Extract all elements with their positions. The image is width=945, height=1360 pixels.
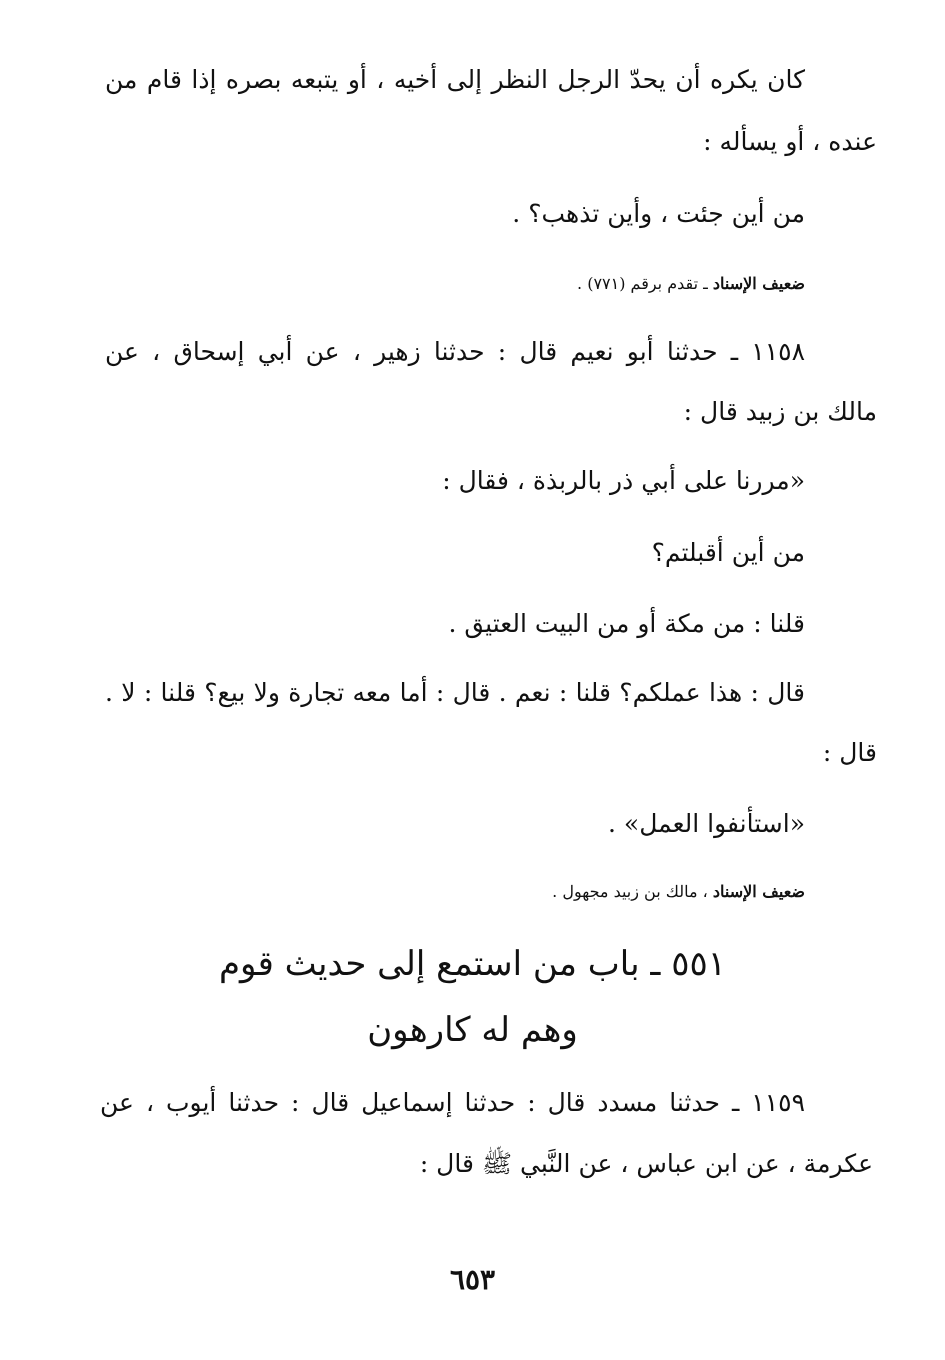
isnad-note-text: ، مالك بن زبيد مجهول . (552, 882, 713, 901)
text-line: مالك بن زبيد قال : (683, 397, 877, 426)
hadith-1158-line: ١١٥٨ ـ حدثنا أبو نعيم قال : حدثنا زهير ، عن أبي إسحاق ، عن (105, 337, 805, 366)
text-line: قال : (822, 738, 877, 767)
isnad-note-text: ـ تقدم برقم (٧٧١) . (577, 274, 713, 293)
chapter-title: ٥٥١ ـ باب من استمع إلى حديث قوم (218, 944, 726, 984)
text-line: «مررنا على أبي ذر بالربذة ، فقال : (442, 466, 805, 495)
text-line: عكرمة ، عن ابن عباس ، عن النَّبي ﷺ قال : (419, 1149, 873, 1178)
text-line: قلنا : من مكة أو من البيت العتيق . (448, 609, 805, 638)
text-line: «استأنفوا العمل» . (608, 809, 805, 838)
isnad-note (552, 880, 805, 904)
isnad-note (577, 272, 805, 296)
hadith-1159-line: ١١٥٩ ـ حدثنا مسدد قال : حدثنا إسماعيل قال : حدثنا أيوب ، عن (100, 1088, 805, 1117)
page-number: ٦٥٣ (449, 1263, 496, 1296)
chapter-subtitle: وهم له كارهون (367, 1010, 578, 1050)
text-line: من أين أقبلتم؟ (651, 538, 805, 567)
text-line: كان يكره أن يحدّ الرجل النظر إلى أخيه ، أو يتبعه بصره إذا قام من (105, 65, 805, 94)
text-line: قال : هذا عملكم؟ قلنا : نعم . قال : أما معه تجارة ولا بيع؟ قلنا : لا . (105, 678, 805, 707)
text-line: عنده ، أو يسأله : (703, 127, 877, 156)
text-line: من أين جئت ، وأين تذهب؟ . (512, 199, 805, 228)
isnad-grade: ضعيف الإسناد (712, 882, 805, 901)
isnad-grade: ضعيف الإسناد (712, 274, 805, 293)
